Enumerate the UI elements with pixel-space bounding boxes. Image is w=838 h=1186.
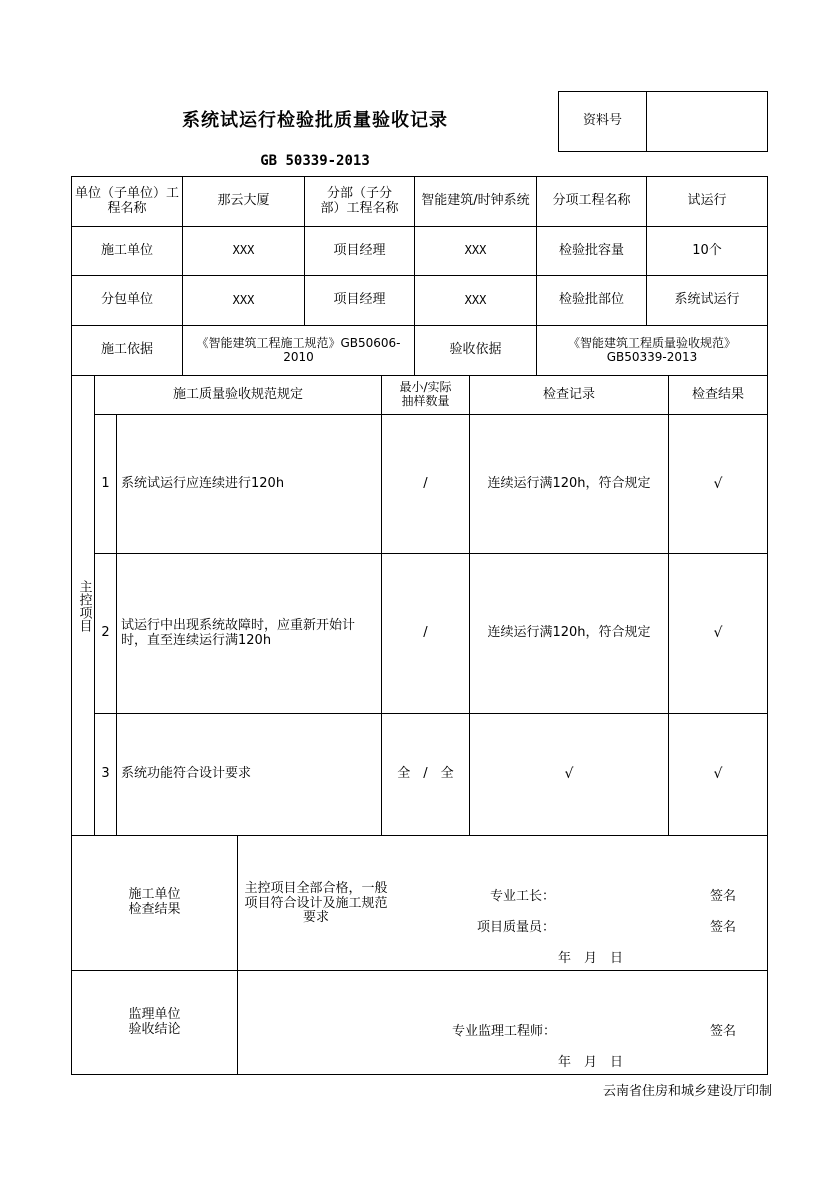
item-result-checkmark: √ [713, 625, 723, 642]
supervisor-label: 专业监理工程师： [452, 1024, 557, 1039]
supervision-date[interactable]: 年 月 日 [558, 1055, 624, 1070]
printer-note: 云南省住房和城乡建设厅印制 [602, 1084, 772, 1099]
capacity-label: 检验批容量 [558, 242, 624, 258]
doc-no-field[interactable] [647, 92, 767, 151]
unit-value: 那云大厦 [217, 193, 270, 209]
item-spec: 系统功能符合设计要求 [121, 766, 252, 782]
col-header-record: 检查记录 [542, 386, 595, 402]
part-label: 检验批部位 [558, 292, 624, 308]
section-label-main-control: 主控项目 [76, 579, 92, 632]
col-header-result: 检查结果 [691, 386, 744, 402]
part-value: 系统试运行 [674, 292, 740, 308]
construction-check-label: 施工单位检查结果 [128, 887, 181, 917]
subcontractor-value: XXX [232, 292, 255, 307]
item-sample: / [423, 475, 428, 491]
item-spec: 系统试运行应连续进行120h [121, 475, 285, 491]
item-no: 3 [101, 766, 110, 782]
supervisor-signature[interactable]: 签名 [710, 1024, 737, 1039]
supervision-label: 监理单位验收结论 [128, 1006, 181, 1037]
construction-conclusion: 主控项目全部合格，一般项目符合设计及施工规范要求 [244, 880, 388, 926]
col-header-sample: 最小/实际抽样数量 [399, 380, 452, 408]
capacity-value: 10个 [692, 242, 722, 258]
division-value: 智能建筑/时钟系统 [421, 193, 530, 209]
foreman-label: 专业工长： [490, 889, 556, 904]
item-record: 连续运行满120h，符合规定 [487, 625, 651, 641]
item-record-checkmark: √ [564, 766, 574, 783]
contractor-label: 施工单位 [100, 242, 153, 258]
item-result-checkmark: √ [713, 766, 723, 783]
construction-date[interactable]: 年 月 日 [558, 951, 624, 966]
pm2-value: XXX [464, 292, 487, 307]
item-result-checkmark: √ [713, 475, 723, 492]
unit-label: 单位（子单位）工程名称 [74, 185, 179, 216]
subitem-label: 分项工程名称 [552, 193, 631, 209]
doc-no-label: 资料号 [582, 113, 622, 129]
item-sample: 全 / 全 [397, 766, 454, 782]
basis-value: 《智能建筑工程施工规范》GB50606-2010 [196, 335, 401, 364]
item-spec: 试运行中出现系统故障时，应重新开始计时，直至连续运行满120h [121, 617, 356, 648]
basis-label: 施工依据 [100, 342, 153, 358]
qc-label: 项目质量员： [477, 920, 556, 935]
pm2-label: 项目经理 [333, 292, 386, 308]
form-title: 系统试运行检验批质量验收记录 [182, 109, 448, 131]
pm-value: XXX [464, 243, 487, 258]
foreman-signature[interactable]: 签名 [710, 889, 737, 904]
item-no: 2 [101, 625, 110, 641]
accept-value: 《智能建筑工程质量验收规范》GB50339-2013 [567, 335, 736, 364]
col-header-spec: 施工质量验收规范规定 [172, 386, 303, 402]
standard-code: GB 50339-2013 [260, 152, 370, 169]
qc-signature[interactable]: 签名 [710, 920, 737, 935]
accept-label: 验收依据 [449, 342, 502, 358]
item-sample: / [423, 625, 428, 641]
subcontractor-label: 分包单位 [100, 292, 153, 308]
contractor-value: XXX [232, 243, 255, 258]
division-label: 分部（子分部）工程名称 [320, 185, 399, 216]
item-record: 连续运行满120h，符合规定 [487, 475, 651, 491]
subitem-value: 试运行 [687, 193, 727, 209]
pm-label: 项目经理 [333, 242, 386, 258]
item-no: 1 [101, 475, 110, 491]
